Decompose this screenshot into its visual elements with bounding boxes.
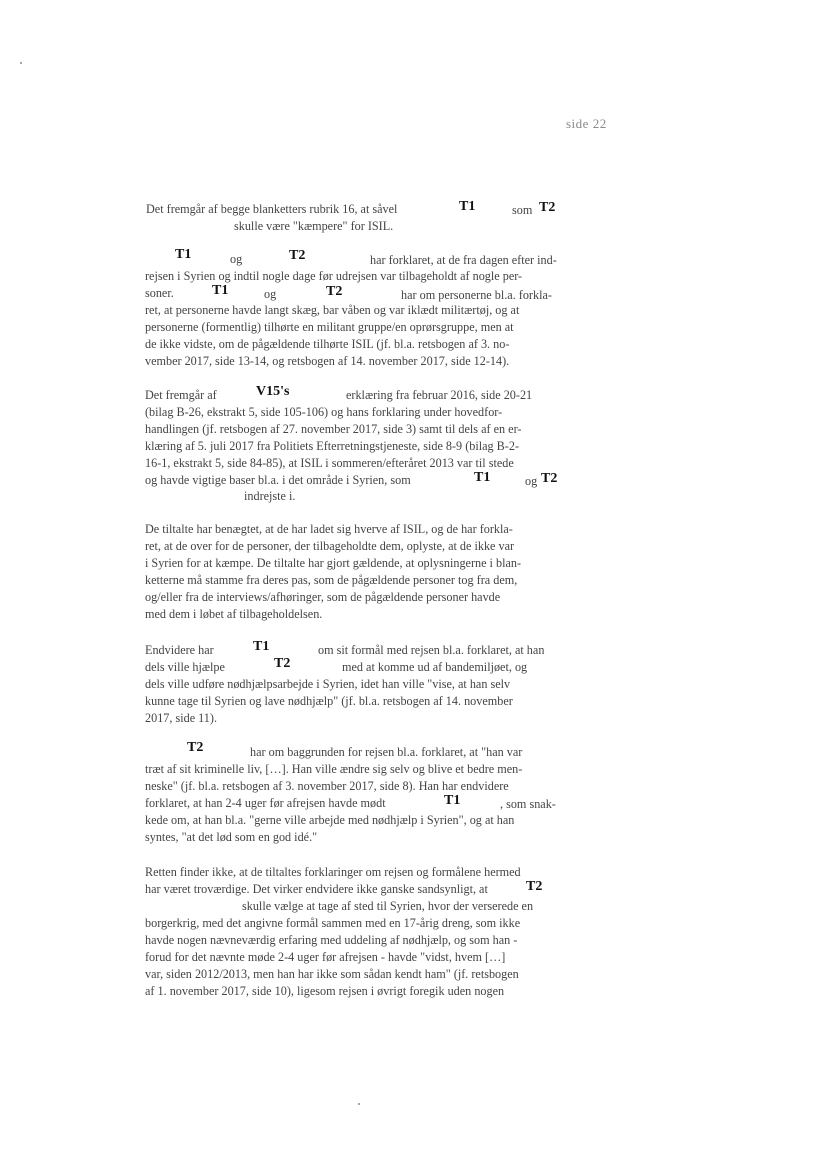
paragraph-line: skulle være "kæmpere" for ISIL. bbox=[234, 219, 394, 233]
paragraph-line: forud for det nævnte møde 2-4 uger før afrejsen - havde "vidst, hvem […] bbox=[145, 950, 506, 964]
paragraph-line: skulle vælge at tage af sted til Syrien, hvor der verserede en bbox=[242, 899, 534, 913]
redacted-name: T1 bbox=[175, 247, 192, 262]
paragraph-line: , som snak- bbox=[500, 797, 556, 811]
paragraph-line: forklaret, at han 2-4 uger før afrejsen havde mødt bbox=[145, 796, 386, 810]
redacted-name: T1 bbox=[253, 639, 270, 654]
paragraph-line: 16-1, ekstrakt 5, side 84-85), at ISIL i sommeren/efteråret 2013 var til stede bbox=[145, 456, 514, 470]
paragraph-line: med dem i løbet af tilbageholdelsen. bbox=[145, 607, 323, 621]
paragraph-line: vember 2017, side 13-14, og retsbogen af 14. november 2017, side 12-14). bbox=[145, 354, 510, 368]
paragraph-line: kede om, at han bl.a. "gerne ville arbejde med nødhjælp i Syrien", og at han bbox=[145, 813, 515, 827]
paragraph-line: havde nogen nævneværdig erfaring med uddeling af nødhjælp, og som han - bbox=[145, 933, 518, 947]
page-number: side 22 bbox=[566, 116, 607, 131]
paragraph-line: var, siden 2012/2013, men han har ikke som sådan kendt ham" (jf. retsbogen bbox=[145, 967, 519, 981]
paragraph-line: soner. bbox=[145, 286, 174, 300]
paragraph-line: Retten finder ikke, at de tiltaltes forklaringer om rejsen og formålene hermed bbox=[145, 865, 521, 879]
redacted-name: T2 bbox=[326, 284, 343, 299]
paragraph-line: har om baggrunden for rejsen bl.a. forklaret, at "han var bbox=[250, 745, 523, 759]
redacted-name: T2 bbox=[526, 879, 543, 894]
paragraph-line: borgerkrig, med det angivne formål sammen med en 17-årig dreng, som ikke bbox=[145, 916, 521, 930]
redacted-name: T2 bbox=[187, 740, 204, 755]
paragraph-line: med at komme ud af bandemiljøet, og bbox=[342, 660, 528, 674]
paragraph-line: syntes, "at det lød som en god idé." bbox=[145, 830, 318, 844]
redacted-name: T2 bbox=[274, 656, 291, 671]
paragraph-line: ketterne må stamme fra deres pas, som de pågældende personer tog fra dem, bbox=[145, 573, 518, 587]
paragraph-line: erklæring fra februar 2016, side 20-21 bbox=[346, 388, 533, 402]
paragraph-line: 2017, side 11). bbox=[145, 711, 217, 725]
paragraph-line: dels ville hjælpe bbox=[145, 660, 225, 674]
paragraph-line: har forklaret, at de fra dagen efter ind- bbox=[370, 253, 557, 267]
paragraph-line: personerne (formentlig) tilhørte en militant gruppe/en oprørsgruppe, men at bbox=[145, 320, 514, 334]
paragraph-line: træt af sit kriminelle liv, […]. Han ville ændre sig selv og blive et bedre men- bbox=[145, 762, 523, 776]
paragraph-line: og havde vigtige baser bl.a. i det område i Syrien, som bbox=[145, 473, 411, 487]
redacted-name: T2 bbox=[539, 200, 556, 215]
paragraph-line: handlingen (jf. retsbogen af 27. november 2017, side 3) samt til dels af en er- bbox=[145, 422, 522, 436]
paragraph-line: og bbox=[264, 287, 277, 301]
paragraph-line: i Syrien for at kæmpe. De tiltalte har gjort gældende, at oplysningerne i blan- bbox=[145, 556, 522, 570]
redacted-name: T1 bbox=[459, 199, 476, 214]
paragraph-line: og bbox=[525, 474, 538, 488]
redacted-name: T1 bbox=[212, 283, 229, 298]
paragraph-line: rejsen i Syrien og indtil nogle dage før udrejsen var tilbageholdt af nogle per- bbox=[145, 269, 523, 283]
scan-speck bbox=[20, 62, 22, 64]
paragraph-line: dels ville udføre nødhjælpsarbejde i Syrien, idet han ville "vise, at han selv bbox=[145, 677, 511, 691]
paragraph-line: de ikke vidste, om de pågældende tilhørte ISIL (jf. bl.a. retsbogen af 3. no- bbox=[145, 337, 510, 351]
paragraph-line: som bbox=[512, 203, 533, 217]
paragraph-line: af 1. november 2017, side 10), ligesom rejsen i øvrigt foregik uden nogen bbox=[145, 984, 505, 998]
paragraph-line: om sit formål med rejsen bl.a. forklaret, at han bbox=[318, 643, 545, 657]
paragraph-line: og/eller fra de interviews/afhøringer, som de pågældende personer havde bbox=[145, 590, 501, 604]
paragraph-line: De tiltalte har benægtet, at de har ladet sig hverve af ISIL, og de har forkla- bbox=[145, 522, 513, 536]
paragraph-line: ret, at personerne havde langt skæg, bar våben og var iklædt militærtøj, og at bbox=[145, 303, 520, 317]
paragraph-line: har om personerne bl.a. forkla- bbox=[401, 288, 552, 302]
paragraph-line: (bilag B-26, ekstrakt 5, side 105-106) og hans forklaring under hovedfor- bbox=[145, 405, 503, 419]
paragraph-line: og bbox=[230, 252, 243, 266]
scan-speck bbox=[358, 1103, 360, 1105]
paragraph-line: indrejste i. bbox=[244, 489, 296, 503]
paragraph-line: har været troværdige. Det virker endvidere ikke ganske sandsynligt, at bbox=[145, 882, 488, 896]
paragraph-line: kunne tage til Syrien og lave nødhjælp" (jf. bl.a. retsbogen af 14. november bbox=[145, 694, 513, 708]
redacted-name: T1 bbox=[474, 470, 491, 485]
paragraph-line: ret, at de over for de personer, der tilbageholdte dem, oplyste, at de ikke var bbox=[145, 539, 515, 553]
paragraph-line: Endvidere har bbox=[145, 643, 214, 657]
redacted-name: T1 bbox=[444, 793, 461, 808]
redacted-name: V15's bbox=[256, 384, 290, 399]
paragraph-line: klæring af 5. juli 2017 fra Politiets Efterretningstjeneste, side 8-9 (bilag B-2- bbox=[145, 439, 520, 453]
paragraph-line: Det fremgår af begge blanketters rubrik 16, at såvel bbox=[146, 202, 398, 216]
paragraph-line: Det fremgår af bbox=[145, 388, 217, 402]
paragraph-line: neske" (jf. bl.a. retsbogen af 3. november 2017, side 8). Han har endvidere bbox=[145, 779, 509, 793]
redacted-name: T2 bbox=[541, 471, 558, 486]
redacted-name: T2 bbox=[289, 248, 306, 263]
